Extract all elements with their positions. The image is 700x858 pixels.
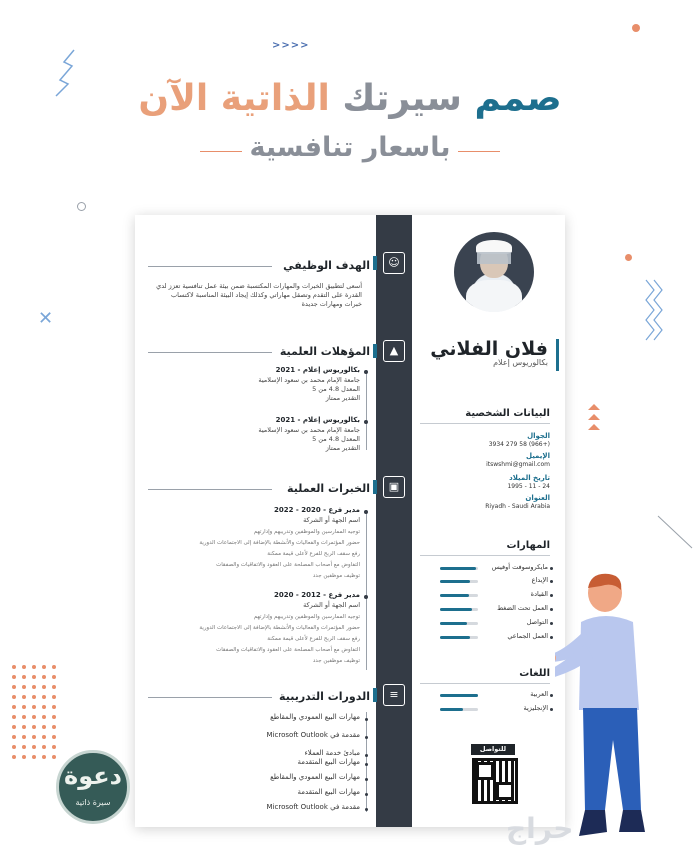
timeline-dot [364, 510, 368, 514]
course-bullet [365, 763, 368, 766]
person-degree: بكالوريوس إعلام [493, 358, 548, 367]
phone-value: (+966) 58 279 3934 [488, 441, 550, 448]
skill-label: العمل الجماعي [507, 632, 548, 640]
course-bullet [365, 808, 368, 811]
user-icon: ☺ [383, 252, 405, 274]
dot-decoration [625, 254, 632, 261]
skill-label: القيادة [530, 590, 548, 598]
section-rule [420, 555, 550, 556]
skill-bullet [550, 608, 553, 611]
skill-bar [440, 567, 476, 570]
personal-title: البيانات الشخصية [465, 408, 550, 419]
experience-task: توظيف موظفين جدد [312, 573, 360, 579]
section-rule [420, 683, 550, 684]
section-rule [420, 423, 550, 424]
cross-decoration: ✕ [38, 308, 54, 329]
wave-decoration [642, 278, 666, 348]
languages-title: اللغات [519, 668, 550, 679]
headline [0, 78, 700, 119]
course-item: مقدمة في Microsoft Outlook [266, 731, 360, 739]
skill-label: مايكروسوفت أوفيس [491, 563, 548, 571]
headline-word-3: الذاتية الآن [138, 78, 330, 119]
education-school: جامعة الإمام محمد بن سعود الإسلامية [258, 426, 360, 434]
logo-top-text: دعوة [64, 762, 122, 790]
experience-task: رفع سقف الربح للفرع لأعلى قيمة ممكنة [267, 636, 360, 642]
skills-title: المهارات [506, 540, 550, 551]
experience-task: رفع سقف الربح للفرع لأعلى قيمة ممكنة [267, 551, 360, 557]
timeline-dot [364, 420, 368, 424]
dot-grid-decoration [12, 665, 56, 759]
section-rule [148, 489, 272, 490]
language-bullet [550, 708, 553, 711]
timeline-line [366, 510, 367, 670]
skill-bar [440, 580, 470, 583]
skill-bullet [550, 567, 553, 570]
skill-bullet [550, 636, 553, 639]
resume-spine [376, 215, 412, 827]
section-rule [148, 352, 272, 353]
graduation-cap-icon: ▲ [383, 340, 405, 362]
certificate-icon: ≡ [383, 684, 405, 706]
experience-task: توظيف موظفين جدد [312, 658, 360, 664]
experience-title: الخبرات العملية [287, 482, 370, 495]
experience-company: اسم الجهة أو الشركة [303, 516, 360, 524]
experience-task: حضور المؤتمرات والفعاليات والأنشطة بالإضافة إلى الاجتماعات الدورية [199, 625, 360, 631]
headline-word-2: سيرتك [342, 78, 462, 119]
person-name: فلان الفلاني [430, 338, 548, 360]
timeline-line [366, 712, 367, 812]
courses-title: الدورات التدريبية [279, 690, 370, 703]
circle-decoration [77, 202, 86, 211]
section-rule [148, 266, 272, 267]
section-rule [148, 697, 272, 698]
language-bar [440, 708, 463, 711]
arrows-decoration: >>>> [272, 40, 310, 51]
address-label: العنوان [525, 494, 550, 502]
section-marker [373, 480, 377, 494]
skill-bullet [550, 594, 553, 597]
course-bullet [365, 778, 368, 781]
course-item: مهارات البيع المتقدمة [297, 788, 360, 796]
course-bullet [365, 754, 368, 757]
language-label: العربية [530, 690, 548, 698]
birthdate-value: 24 - 11 - 1995 [507, 483, 550, 490]
education-grade: التقدير ممتاز [325, 394, 360, 402]
skill-label: العمل تحت الضغط [497, 604, 548, 612]
phone-label: الجوال [527, 432, 550, 440]
course-item: مهارات البيع العمودي والمقاطع [270, 773, 360, 781]
briefcase-icon: ▣ [383, 476, 405, 498]
course-bullet [365, 793, 368, 796]
subtitle-rule-right [458, 151, 500, 152]
qr-code [472, 758, 518, 804]
course-bullet [365, 736, 368, 739]
name-accent-bar [556, 339, 559, 371]
skill-bar [440, 608, 472, 611]
triangle-decoration [586, 404, 606, 440]
education-grade: التقدير ممتاز [325, 444, 360, 452]
skill-bar [440, 622, 467, 625]
timeline-dot [364, 595, 368, 599]
education-title: المؤهلات العلمية [279, 345, 370, 358]
course-item: مهارات البيع العمودي والمقاطع [270, 713, 360, 721]
skill-label: التواصل [526, 618, 548, 626]
experience-role: مدير فرع - 2012 - 2020 [273, 591, 360, 599]
headline-word-1: صمم [474, 78, 562, 119]
education-school: جامعة الإمام محمد بن سعود الإسلامية [258, 376, 360, 384]
skill-bar [440, 594, 469, 597]
timeline-line [366, 370, 367, 450]
watermark: حراج [506, 812, 574, 845]
education-degree: بكالوريوس إعلام - 2021 [275, 366, 360, 374]
email-value: itswshmi@gmail.com [486, 461, 550, 468]
experience-task: توجيه الممارسين والموظفين وتدريبهم وإدارتهم [253, 614, 360, 620]
experience-task: التفاوض مع أصحاب المصلحة على العقود والاتفاقيات والصفقات [216, 562, 360, 568]
experience-role: مدير فرع - 2020 - 2022 [273, 506, 360, 514]
experience-task: التفاوض مع أصحاب المصلحة على العقود والاتفاقيات والصفقات [216, 647, 360, 653]
section-marker [373, 344, 377, 358]
dot-decoration [632, 24, 640, 32]
language-label: الإنجليزية [523, 704, 548, 712]
line-decoration [656, 512, 696, 552]
logo-bottom-text: سيرة ذاتية [75, 798, 111, 807]
section-marker [373, 688, 377, 702]
zigzag-decoration [42, 48, 82, 98]
language-bar [440, 694, 478, 697]
profile-photo [454, 232, 534, 312]
education-gpa: المعدل 4.8 من 5 [312, 385, 360, 393]
address-value: Riyadh - Saudi Arabia [485, 503, 550, 510]
skill-bullet [550, 580, 553, 583]
course-bullet [365, 718, 368, 721]
experience-company: اسم الجهة أو الشركة [303, 601, 360, 609]
brand-logo [56, 750, 130, 824]
email-label: الإيميل [525, 452, 550, 460]
objective-title: الهدف الوظيفي [283, 259, 370, 272]
course-item: مقدمة في Microsoft Outlook [266, 803, 360, 811]
skill-bullet [550, 622, 553, 625]
course-item: مبادئ خدمة العملاء [304, 749, 360, 757]
experience-task: توجيه الممارسين والموظفين وتدريبهم وإدارتهم [253, 529, 360, 535]
language-bullet [550, 694, 553, 697]
contact-title: للتواصل [471, 744, 515, 755]
education-degree: بكالوريوس إعلام - 2021 [275, 416, 360, 424]
skill-label: الإبداع [531, 576, 548, 584]
timeline-dot [364, 370, 368, 374]
skill-bar [440, 636, 470, 639]
education-gpa: المعدل 4.8 من 5 [312, 435, 360, 443]
course-item: مهارات البيع المتقدمة [297, 758, 360, 766]
subtitle: باسعار تنافسية [249, 132, 451, 163]
birthdate-label: تاريخ الميلاد [509, 474, 550, 482]
section-marker [373, 256, 377, 270]
objective-text: أسعى لتطبيق الخبرات والمهارات المكتسبة ضمن بيئة عمل تنافسية تعزز لدي القدرة على التقدم وتصقل مهاراتي وكذلك إيجاد البيئة المناسبة لاكتساب خبرات ومهارات جديدة [156, 282, 362, 308]
experience-task: حضور المؤتمرات والفعاليات والأنشطة بالإضافة إلى الاجتماعات الدورية [199, 540, 360, 546]
